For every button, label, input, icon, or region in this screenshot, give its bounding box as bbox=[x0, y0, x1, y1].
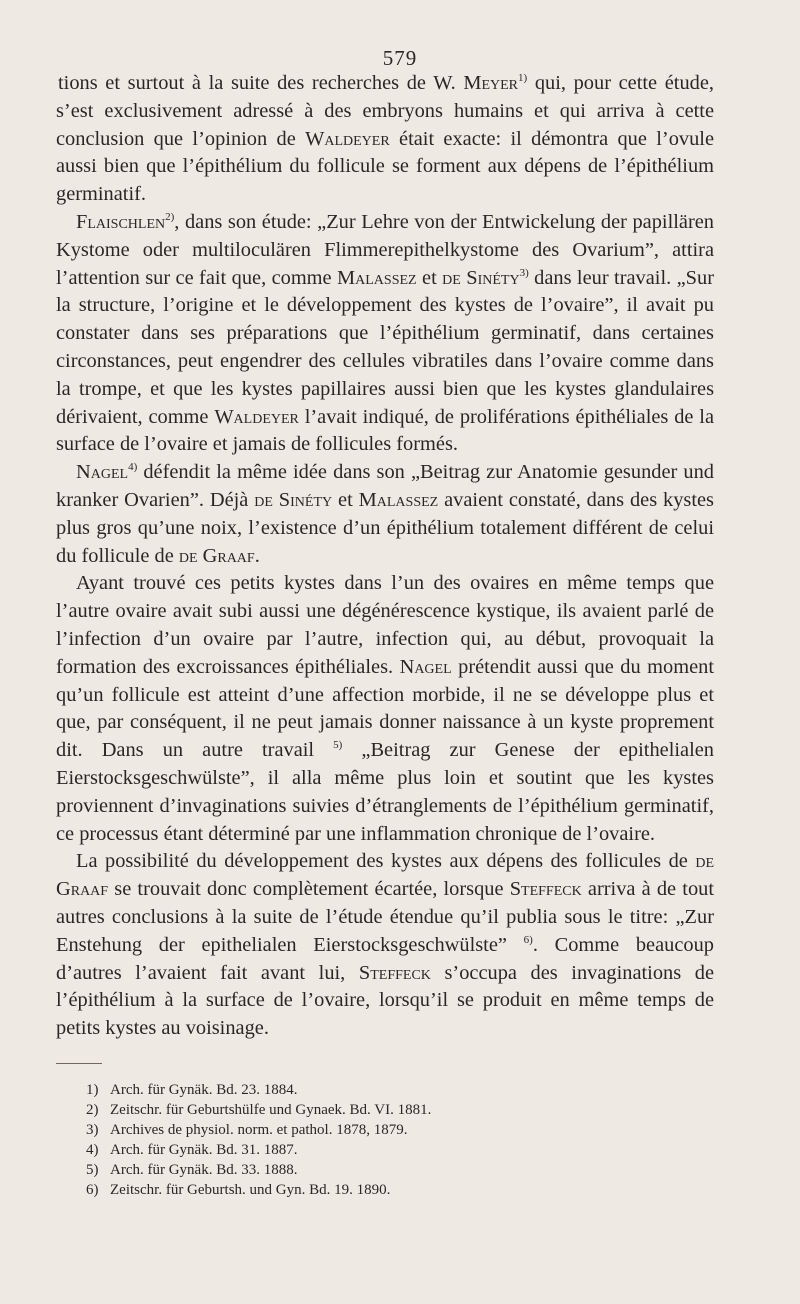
author-name: Waldeyer bbox=[305, 127, 390, 150]
author-name: Malassez bbox=[358, 488, 439, 511]
footnote-number: 2) bbox=[86, 1101, 99, 1118]
text-run: l’avait indiqué, de proliférations épithéliales de la surface de l’ovaire et jamais de follicules formés. bbox=[56, 405, 714, 456]
footnote-ref: 1) bbox=[518, 72, 528, 85]
body-text bbox=[56, 70, 714, 1043]
footnote-ref: 2) bbox=[165, 211, 175, 224]
author-name: Nagel bbox=[399, 655, 452, 678]
text-run: était exacte: il démontra que l’ovule aussi bien que l’épithélium du follicule se forment aux dépens de l’épithélium germinatif. bbox=[56, 127, 714, 206]
author-name: Meyer bbox=[463, 72, 519, 94]
author-name: de Graaf bbox=[178, 544, 255, 567]
footnote bbox=[86, 1100, 714, 1120]
footnote bbox=[86, 1140, 714, 1160]
footnote bbox=[86, 1160, 714, 1180]
paragraph bbox=[56, 209, 714, 459]
footnote-text: Zeitschr. für Geburtsh. und Gyn. Bd. 19. 1890. bbox=[110, 1181, 391, 1198]
paragraph bbox=[56, 848, 714, 1043]
footnote-number: 6) bbox=[86, 1181, 99, 1198]
author-name: Steffeck bbox=[358, 961, 431, 984]
text-run: et bbox=[416, 266, 443, 289]
text-run: , dans son étude: „Zur Lehre von der Entwickelung der papillären Kystome oder multiloculären Flimmerepithelkystome des Ovarium”, attira l’attention sur ce fait que, comme bbox=[56, 210, 714, 289]
paragraph bbox=[56, 570, 714, 848]
footnote bbox=[86, 1080, 714, 1100]
text-run: La possibilité du développement des kystes aux dépens des follicules de bbox=[76, 850, 696, 873]
footnote-separator bbox=[56, 1063, 102, 1064]
footnote-text: Zeitschr. für Geburtshülfe und Gynaek. Bd. VI. 1881. bbox=[110, 1101, 432, 1118]
text-run: avaient constaté, dans des kystes plus gros qu’une noix, l’existence d’un épithélium totalement différent de celui du follicule de bbox=[56, 488, 714, 567]
author-name: Flaischlen bbox=[76, 210, 166, 233]
text-run: s’occupa des invaginations de l’épithélium à la surface de l’ovaire, lorsqu’il se produit en même temps de petits kystes au voisinage. bbox=[56, 961, 714, 1040]
footnote-number: 4) bbox=[86, 1141, 99, 1158]
text-run: défendit la même idée dans son „Beitrag zur Anatomie gesunder und kranker Ovarien”. Déjà bbox=[56, 461, 714, 511]
author-name: Malassez bbox=[337, 266, 417, 289]
paragraph bbox=[56, 459, 714, 570]
footnote-text: Archives de physiol. norm. et pathol. 1878, 1879. bbox=[110, 1121, 408, 1138]
footnote-text: Arch. für Gynäk. Bd. 33. 1888. bbox=[110, 1161, 298, 1178]
text-run: prétendit aussi que du moment qu’un follicule est atteint d’une affection morbide, il ne se développe plus et que, par conséquent, il ne peut jamais donner naissance à un kyste proprement dit. Dans un autre travail bbox=[56, 655, 715, 762]
page-number: 579 bbox=[382, 46, 418, 70]
footnote bbox=[86, 1120, 714, 1140]
footnote-ref: 5) bbox=[333, 739, 343, 752]
text-run: tions et surtout à la suite des recherches de W. bbox=[58, 72, 464, 94]
footnote-number: 5) bbox=[86, 1161, 99, 1178]
author-name: Nagel bbox=[76, 461, 129, 484]
footnotes bbox=[56, 1080, 714, 1200]
author-name: de Sinéty bbox=[254, 488, 333, 511]
footnote bbox=[86, 1180, 714, 1200]
text-run: arriva à de tout autres conclusions à la suite de l’étude étendue qu’il publia sous le titre: „Zur Enstehung der epithelialen Eierstocksgeschwülste” bbox=[56, 878, 714, 956]
text-run: „Beitrag zur Genese der epithelialen Eierstocksgeschwülste”, il alla même plus loin et soutint que les kystes proviennent d’invaginations suivies d’étranglements de l’épithélium germinatif, ce processus étant déterminé par une inflammation chronique de l’ovaire. bbox=[56, 739, 714, 845]
footnote-number: 3) bbox=[86, 1121, 99, 1138]
text-run: et bbox=[332, 488, 359, 511]
footnote-text: Arch. für Gynäk. Bd. 23. 1884. bbox=[110, 1081, 298, 1098]
footnote-text: Arch. für Gynäk. Bd. 31. 1887. bbox=[110, 1141, 298, 1158]
footnote-ref: 4) bbox=[128, 461, 138, 474]
author-name: Waldeyer bbox=[214, 405, 299, 428]
paragraph bbox=[56, 70, 714, 209]
footnote-number: 1) bbox=[86, 1081, 99, 1098]
author-name: de Graaf bbox=[56, 850, 714, 901]
author-name: Steffeck bbox=[509, 878, 582, 901]
text-run: se trouvait donc complètement écartée, lorsque bbox=[108, 878, 510, 901]
footnote-ref: 6) bbox=[523, 933, 533, 946]
text-run: . Comme beaucoup d’autres l’avaient fait avant lui, bbox=[56, 933, 714, 984]
text-run: qui, pour cette étude, s’est exclusivement adressé à des embryons humains et qui arriva à cette conclusion que l’opinion de bbox=[56, 72, 714, 150]
text-run: . bbox=[254, 544, 260, 567]
text-run: Ayant trouvé ces petits kystes dans l’un des ovaires en même temps que l’autre ovaire avait subi aussi une dégénérescence kystique, ils avaient parlé de l’infection d’un ovaire par l’autre, infection qui, au début, provoquait la formation des excroissances épithéliales. bbox=[56, 572, 714, 678]
footnote-ref: 3) bbox=[519, 266, 529, 279]
text-run: dans leur travail. „Sur la structure, l’origine et le développement des kystes de l’ovaire”, il avait pu constater dans ses préparations que l’épithélium germinatif, dans certaines circonstances, peut engendrer des cellules vibratiles dans l’ovaire comme dans la trompe, et que les kystes papillaires aussi bien que les kystes glandulaires dérivaient, comme bbox=[56, 266, 715, 428]
author-name: de Sinéty bbox=[442, 266, 520, 289]
